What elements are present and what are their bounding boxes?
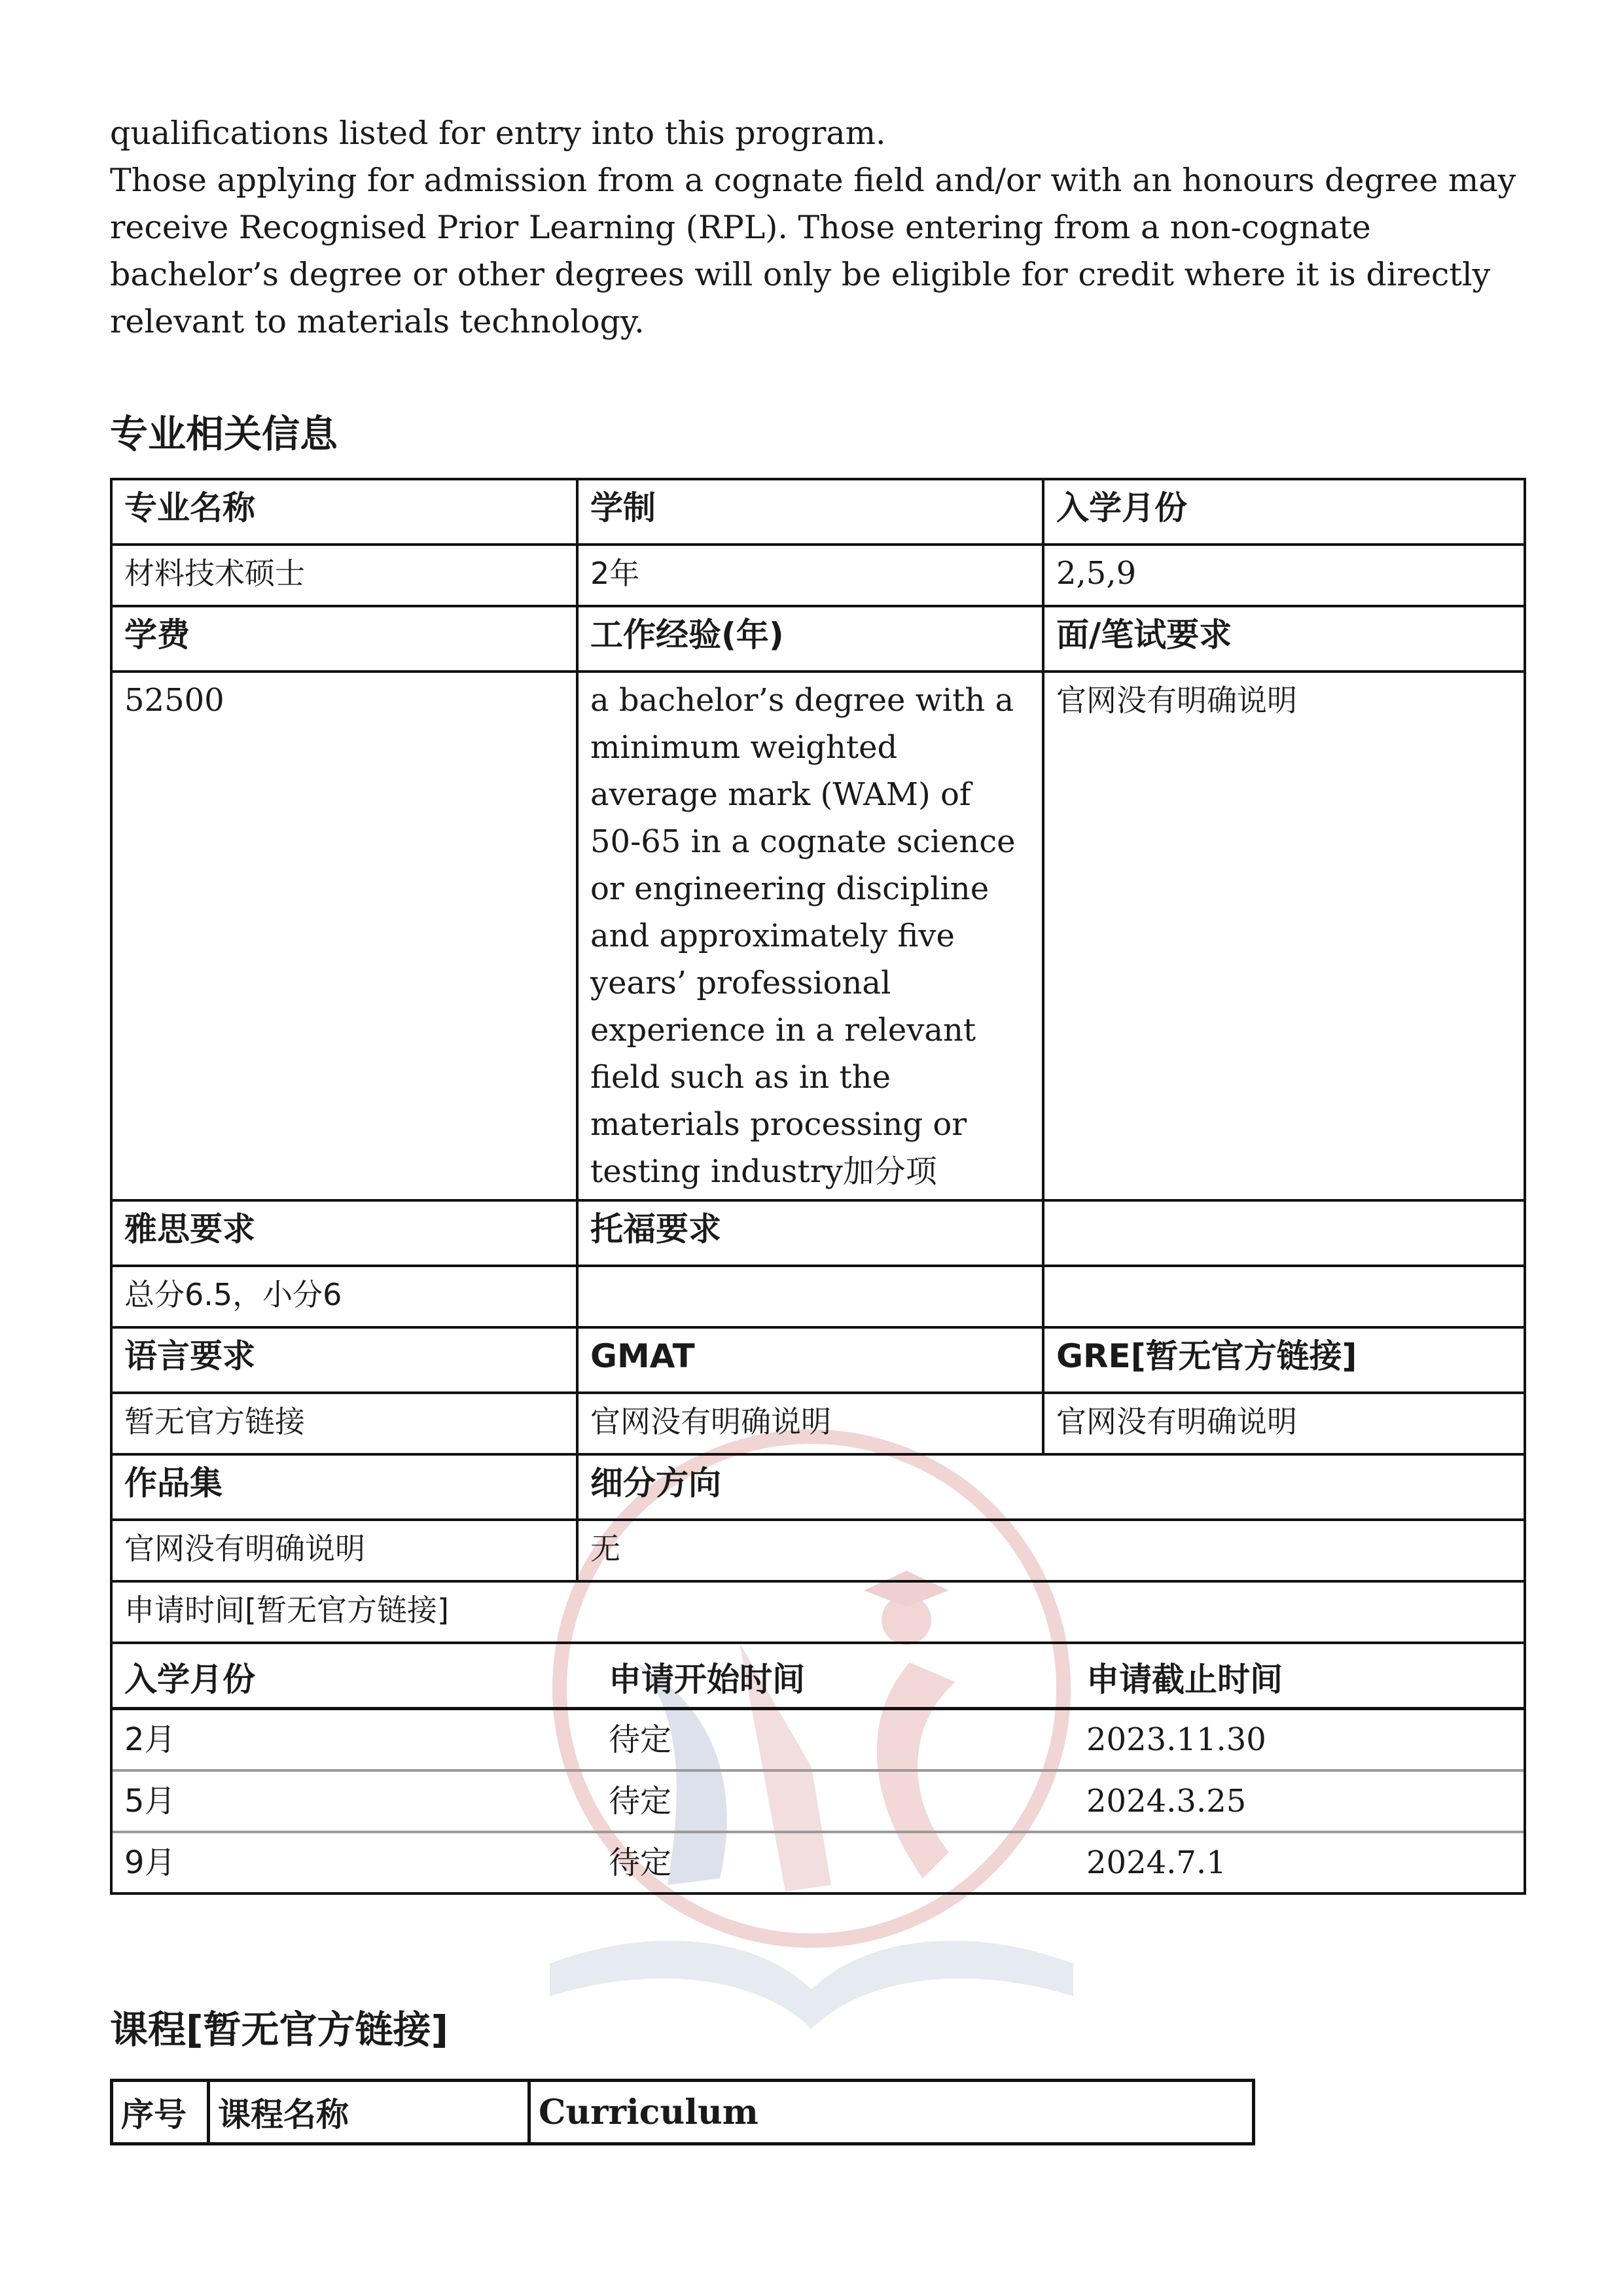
header-toefl: 托福要求 [577,1200,1043,1266]
header-gre: GRE[暂无官方链接] [1043,1327,1525,1393]
value-gre: 官网没有明确说明 [1043,1393,1525,1454]
course-header-name: 课程名称 [209,2081,529,2144]
intro-text [110,110,1524,346]
header-gmat: GMAT [577,1327,1043,1393]
header-interview-exam: 面/笔试要求 [1043,606,1525,672]
intro-line: qualifications listed for entry into this program. [110,115,886,152]
application-dates-table [113,1644,1524,1892]
value-interview-exam: 官网没有明确说明 [1043,672,1525,1200]
header-major-name: 专业名称 [111,479,577,545]
value-gmat: 官网没有明确说明 [577,1393,1043,1454]
dates-row-start: 待定 [590,1770,1068,1832]
dates-header-intake: 入学月份 [113,1644,590,1709]
dates-header-start: 申请开始时间 [590,1644,1068,1709]
course-table [110,2079,1255,2145]
dates-row-deadline: 2024.7.1 [1086,1844,1226,1881]
value-tuition: 52500 [111,672,577,1200]
dates-row-intake: 9月 [124,1844,176,1881]
section-title-program-info: 专业相关信息 [110,412,338,456]
value-duration: 2年 [577,545,1043,606]
header-work-experience: 工作经验(年) [577,606,1043,672]
course-header-number: 序号 [112,2081,209,2144]
dates-row-start: 待定 [590,1709,1068,1771]
header-portfolio: 作品集 [111,1454,577,1520]
dates-row-intake: 5月 [113,1770,590,1832]
value-intake-month: 2,5,9 [1043,545,1525,606]
header-empty [1043,1200,1525,1266]
dates-row-deadline: 2023.11.30 [1068,1709,1524,1771]
application-time-label: 申请时间[暂无官方链接] [111,1581,1525,1643]
intro-paragraph: Those applying for admission from a cognate field and/or with an honours degree may receive Recognised Prior Learning (RPL). Those entering from a non-cognate bachelor’s degree or other degrees will only be eligible for credit where it is directly relevant to materials technology. [110,162,1516,340]
course-header-curriculum: Curriculum [529,2081,1254,2144]
value-portfolio: 官网没有明确说明 [111,1520,577,1581]
header-specialization: 细分方向 [577,1454,1525,1520]
value-work-experience: a bachelor’s degree with a minimum weighted average mark (WAM) of 50-65 in a cognate science or engineering discipline and approximately five years’ professional experience in a relevant field such as in the materials processing or testing industry加分项 [577,672,1043,1200]
value-specialization: 无 [577,1520,1525,1581]
application-dates-cell [111,1643,1525,1893]
program-info-table [110,478,1526,1895]
dates-row-start: 待定 [609,1844,672,1881]
dates-row-intake: 2月 [113,1709,590,1771]
header-ielts: 雅思要求 [111,1200,577,1266]
dates-row-deadline: 2024.3.25 [1068,1770,1524,1832]
header-duration: 学制 [577,479,1043,545]
value-toefl [577,1266,1043,1327]
dates-header-deadline: 申请截止时间 [1068,1644,1524,1709]
section-title-courses: 课程[暂无官方链接] [110,2007,449,2052]
value-major-name: 材料技术硕士 [111,545,577,606]
header-tuition: 学费 [111,606,577,672]
value-ielts: 总分6.5，小分6 [111,1266,577,1327]
value-empty [1043,1266,1525,1327]
header-language: 语言要求 [111,1327,577,1393]
value-language: 暂无官方链接 [111,1393,577,1454]
watermark-book [550,1941,1073,2029]
header-intake-month: 入学月份 [1043,479,1525,545]
